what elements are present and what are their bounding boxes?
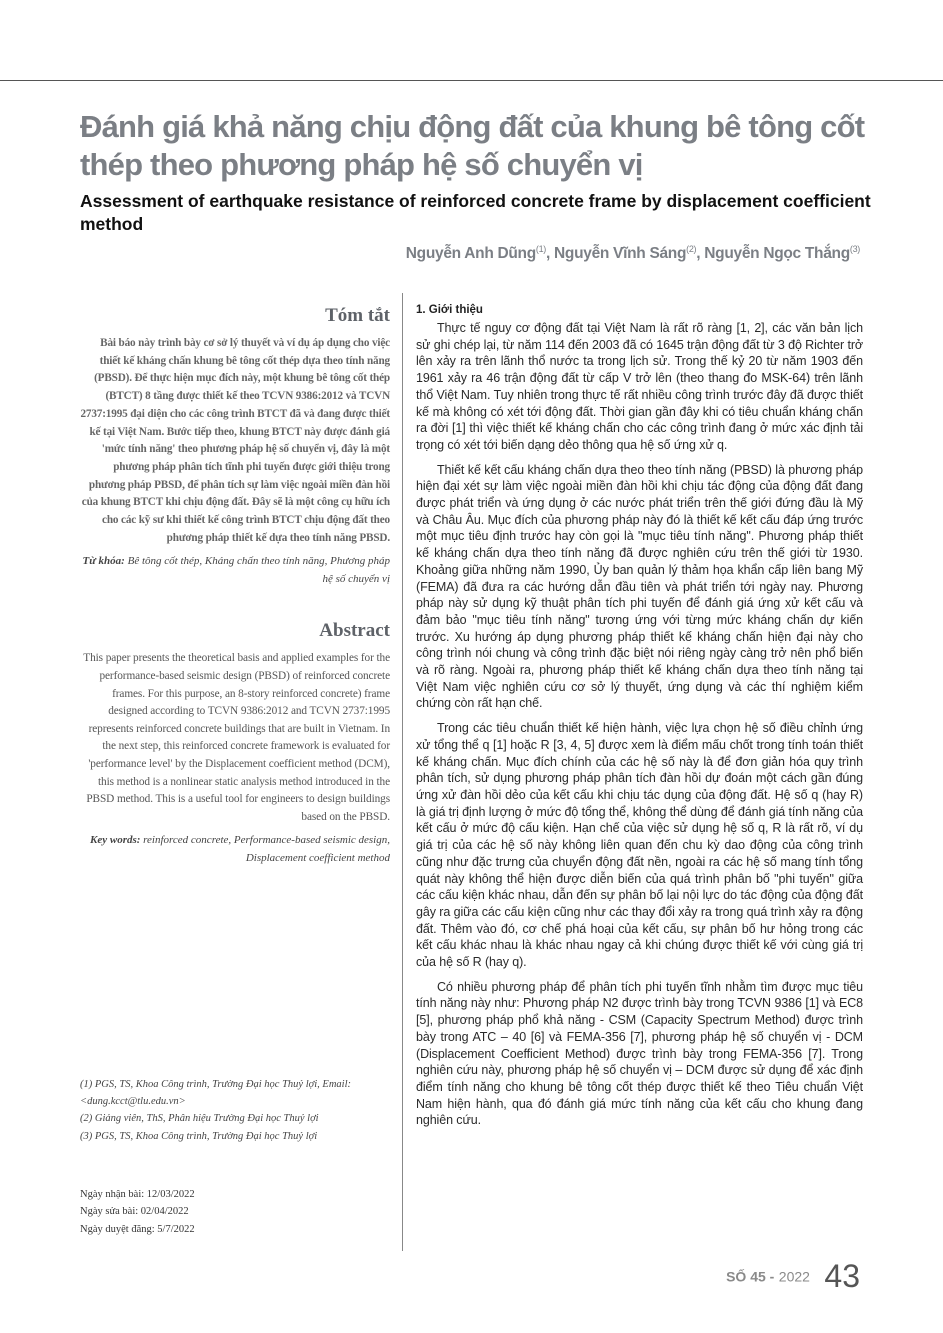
top-rule (0, 80, 943, 81)
article-title-vi: Đánh giá khả năng chịu động đất của khung bê tông cốt thép theo phương pháp hệ số chuyển vị (80, 109, 865, 182)
column-divider (402, 293, 403, 1251)
accepted-date: Ngày duyệt đăng: 5/7/2022 (80, 1223, 195, 1235)
body-paragraph: Thực tế nguy cơ động đất tại Việt Nam là rất rõ ràng [1, 2], các văn bản lịch sử ghi chép lại, từ năm 114 đến 2003 đã có 1645 trận động đất từ 3 độ Richter trở lên xảy ra trên lãnh thổ nước ta trong lịch sử. Trong thế kỷ 20 từ năm 1903 đến 1961 xảy ra 46 trận động đất từ cấp V trở lên (theo thang đo MSK-64) trên lãnh thổ Việt Nam. Tuy nhiên trong thực tế rất nhiều công trình trước đây đã được thiết kế mà không có xét tới động đất. Thời gian gần đây khi có tiêu chuẩn kháng chấn ra đời [1] thì việc thiết kế kháng chấn cho các công trình đang ở mức xác định tải trọng có xét tới biến dạng dẻo thông qua hệ số ứng xử q. (416, 321, 863, 452)
summary-vi-keywords (80, 553, 390, 588)
article-dates (80, 1186, 400, 1238)
received-date: Ngày nhận bài: 12/03/2022 (80, 1189, 195, 1200)
body-column (416, 304, 863, 1137)
abstract-en-text: This paper presents the theoretical basis and applied examples for the performance-based seismic design (PBSD) of reinforced concrete frames. For this purpose, an 8-story reinforced concrete) frame designed according to TCVN 9386:2012 and TCVN 2737:1995 represents reinforced concrete buildings that are built in Vietnam. In the next step, this reinforced concrete framework is evaluated for 'performance level' by the Displacement coefficient method (DCM), this method is a nonlinear static analysis method introduced in the PBSD method. This is a useful tool for engineers to design buildings based on the PBSD. (83, 652, 390, 823)
author-name: Nguyễn Vĩnh Sáng (554, 245, 687, 263)
keywords-text: reinforced concrete, Performance-based seismic design, Displacement coefficient method (143, 834, 390, 864)
body-paragraph: Trong các tiêu chuẩn thiết kế hiện hành, việc lựa chọn hệ số điều chỉnh ứng xử tổng thể q [1] hoặc R [3, 4, 5] được xem là điểm mấu chốt trong tính toán thiết kế kháng chấn. Mục đích chính của các hệ số này là để đơn giản hóa quy trình phân tích, sử dụng phương pháp phân tích đàn hồi dự đoán một cách gần đúng ứng xử đàn hồi dẻo của kết cấu khi chịu tác dụng của động đất. Hệ số q (hay R) là giá trị định lượng ở mức độ tổng thể, không thể dùng để đánh giá tính năng của kết cấu ở mức độ cấu kiện. Hạn chế của việc sử dụng hệ số q, R là rất rõ, ví dụ giá trị của các hệ số này không liên quan đến chu kỳ dao động của công trình cũng như đặc trưng của chuyển động đất nền, ngoài ra các hệ số mang tính tổng quát này không thể hiện được diễn biến của quá trình phân bố "phi tuyến" giữa các cấu kiện khác nhau, dẫn đến sự phân bố lại nội lực do tác động của động đất gây ra giữa các cấu kiện cũng như các thay đổi xảy ra trong quá trình xảy ra động đất. Thêm vào đó, cơ chế phá hoại của kết cấu, sự phân bố hư hỏng trong các kết cấu khác nhau là khác nhau ngay cả khi chúng được thiết kế với cùng giá trị của hệ số R (hay q). (416, 721, 863, 970)
author-ref: (1) (535, 244, 546, 254)
page-footer (726, 1258, 860, 1295)
issue-number: SỐ 45 - (726, 1268, 775, 1285)
keywords-label: Từ khóa: (82, 555, 125, 568)
abstract-en-keywords (80, 832, 390, 867)
author-line (406, 244, 860, 263)
article-title-en: Assessment of earthquake resistance of reinforced concrete frame by displacement coefficient method (80, 191, 871, 234)
affiliation-note: (3) PGS, TS, Khoa Công trình, Trường Đại học Thuỷ lợi (80, 1130, 318, 1142)
intro-heading: 1. Giới thiệu (416, 304, 483, 316)
keywords-text: Bê tông cốt thép, Kháng chấn theo tính năng, Phương pháp hệ số chuyển vị (127, 555, 390, 585)
author-name: Nguyễn Anh Dũng (405, 245, 536, 263)
author-ref: (2) (686, 244, 697, 254)
summary-vi-heading: Tóm tắt (325, 305, 390, 326)
page-number: 43 (824, 1258, 860, 1294)
keywords-label: Key words: (90, 834, 141, 847)
body-paragraph: Thiết kế kết cấu kháng chấn dựa theo theo tính năng (PBSD) là phương pháp hiện đại xét sự làm việc ngoài miền đàn hồi khi chịu tác động của động đất đang được phát triển và ứng dụng ở các nước phát triển trên thế giới đứng đầu là Mỹ và Châu Âu. Mục đích của phương pháp này đó là thiết kế kết cấu đáp ứng trước một mục tiêu định trước hay còn gọi là "mục tiêu tính năng". Phương pháp thiết kế kháng chấn dựa theo tính năng đã được nghiên cứu trên thế giới từ 1930. Khoảng giữa những năm 1990, Ủy ban quản lý thảm họa khẩn cấp liên bang Mỹ (FEMA) đã đưa ra các hướng dẫn đầu tiên và phát triển tới ngày nay. Phương pháp này sử dụng kỹ thuật phân tích phi tuyến để đánh giá ứng xử kết cấu và đảm bảo "mục tiêu tính năng" tương ứng với từng mức kháng chấn dự kiến trước. Xu hướng áp dụng phương pháp thiết kế kháng chấn hiện đại này cho công trình nói chung và công trình đặc biệt nói riêng ngày càng trở nên phổ biến và rõ ràng. Ngoài ra, phương pháp thiết kế kháng chấn dựa theo tính năng tại Việt Nam việc nghiên cứu cơ sở lý thuyết, ứng dụng và các thí nghiệm kiểm chứng còn rất hạn chế. (416, 462, 863, 711)
affiliation-note: (1) PGS, TS, Khoa Công trình, Trường Đại học Thuỷ lợi, Email: <dung.kcct@tlu.edu.vn> (80, 1079, 351, 1108)
abstract-en-heading: Abstract (319, 620, 390, 642)
author-ref: (3) (849, 244, 860, 254)
author-separator: , (696, 245, 705, 263)
issue-year: 2022 (778, 1268, 810, 1285)
summary-vi-text: Bài báo này trình bày cơ sở lý thuyết và ví dụ áp dụng cho việc thiết kế kháng chấn khung bê tông cốt thép dựa theo tính năng (PBSD). Để thực hiện mục đích này, một khung bê tông cốt thép (BTCT) 8 tầng được thiết kế theo TCVN 9386:2012 và TCVN 2737:1995 đại diện cho các công trình BTCT đã và đang được thiết kế tại Việt Nam. Bước tiếp theo, khung BTCT này được đánh giá 'mức tính năng' theo phương pháp hệ số chuyển vị, đây là một phương pháp phân tích tĩnh phi tuyến được giới thiệu trong phương pháp PBSD, để phân tích sự làm việc ngoài miền đàn hồi của khung BTCT khi chịu động đất. Đây sẽ là một công cụ hữu ích cho các kỹ sư khi thiết kế công trình BTCT chịu động đất theo phương pháp thiết kế dựa theo tính năng PBSD. (80, 337, 390, 544)
affiliation-notes (80, 1076, 400, 1145)
revised-date: Ngày sửa bài: 02/04/2022 (80, 1206, 189, 1218)
author-separator: , (546, 245, 555, 263)
body-paragraph: Có nhiều phương pháp để phân tích phi tuyến tĩnh nhằm tìm được mục tiêu tính năng này như: Phương pháp N2 được trình bày trong TCVN 9386 [1] và EC8 [5], phương pháp phổ khả năng - CSM (Capacity Spectrum Method) được trình bày trong ATC – 40 [6] và FEMA-356 [7], phương pháp hệ số chuyển vị - DCM (Displacement Coefficient Method) được trình bày trong FEMA-356 [7]. Trong nghiên cứu này, phương pháp hệ số chuyển vị – DCM được sử dụng để xác định điểm tính năng cho khung bê tông cốt thép được thiết kế theo Tiêu chuẩn Việt Nam hiện hành, qua đó đánh giá mức tính năng của kết cấu cho khung đang nghiên cứu. (416, 979, 863, 1128)
affiliation-note: (2) Giảng viên, ThS, Phân hiệu Trường Đại học Thuỷ lợi (80, 1113, 319, 1125)
author-name: Nguyễn Ngọc Thắng (704, 245, 850, 263)
abstract-column (80, 305, 390, 867)
